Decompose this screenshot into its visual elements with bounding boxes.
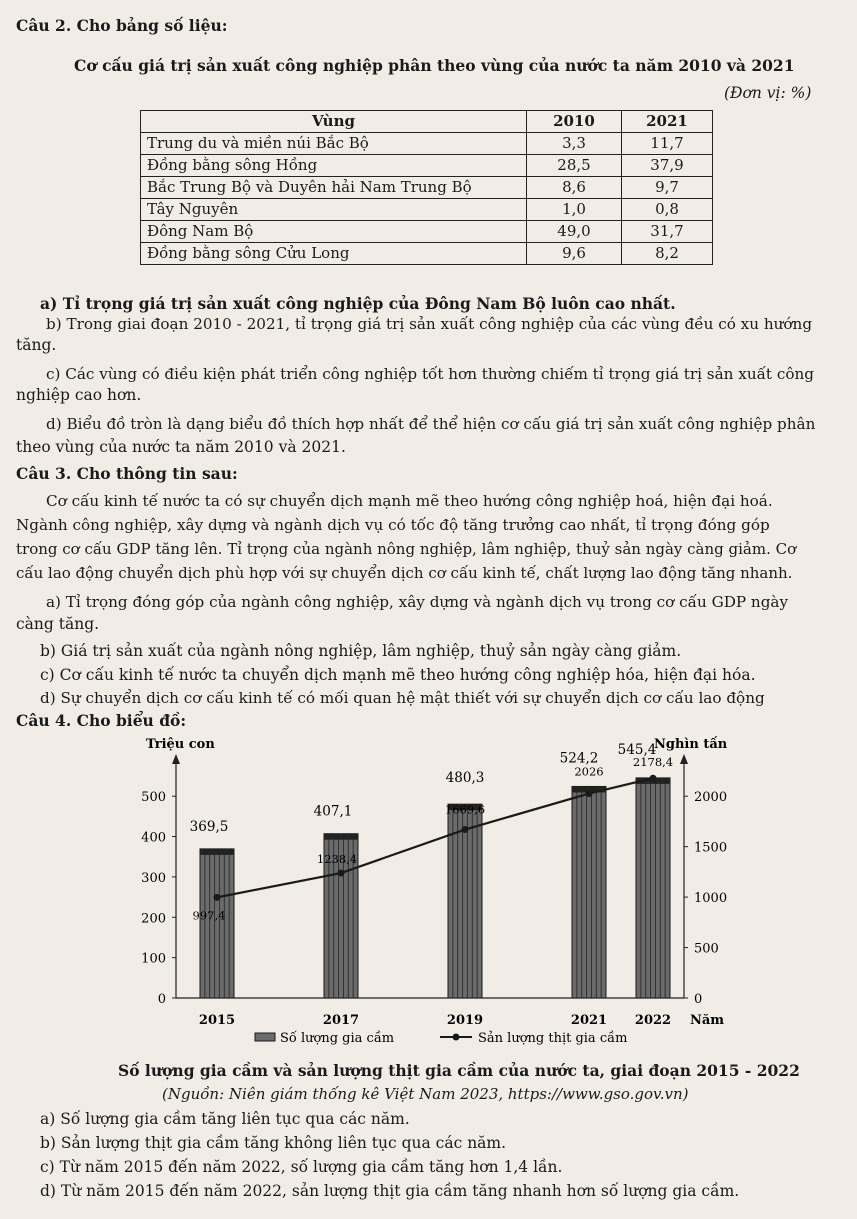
value-2021: 9,7: [622, 177, 713, 199]
x-tick-label: 2022: [634, 1013, 672, 1028]
q2-option-b-line2: tăng.: [16, 336, 57, 354]
value-2010: 28,5: [527, 155, 622, 177]
q4-chart-source: (Nguồn: Niên giám thống kê Việt Nam 2023, https://www.gso.gov.vn): [162, 1085, 689, 1103]
data-table: [140, 110, 713, 265]
header-2021: 2021: [622, 111, 713, 133]
table-header-row: [141, 111, 713, 133]
left-tick-label: 0: [157, 992, 166, 1007]
left-tick-label: 200: [141, 911, 166, 927]
line-point: [650, 775, 657, 782]
line-value-label: 2178,4: [632, 755, 674, 770]
q2-option-c-line2: nghiệp cao hơn.: [16, 386, 142, 404]
line-point: [462, 826, 469, 833]
bar-value-label: 369,5: [189, 818, 229, 835]
line-value-label: 997,4: [192, 908, 226, 923]
q2-option-b-line1: b) Trong giai đoạn 2010 - 2021, tỉ trọng giá trị sản xuất công nghiệp của các vùng đều có xu hướng: [46, 315, 813, 333]
table-row: [141, 221, 713, 243]
x-tick-label: 2017: [322, 1013, 360, 1028]
q4-option-d: d) Từ năm 2015 đến năm 2022, sản lượng thịt gia cầm tăng nhanh hơn số lượng gia cầm.: [40, 1182, 740, 1200]
value-2021: 0,8: [622, 199, 713, 221]
line-point: [586, 790, 593, 797]
table-row: [141, 133, 713, 155]
bar-value-label: 407,1: [313, 803, 353, 820]
q2-option-d-line1: d) Biểu đồ tròn là dạng biểu đồ thích hợp nhất để thể hiện cơ cấu giá trị sản xuất công nghiệp phân: [46, 415, 816, 433]
value-2021: 8,2: [622, 243, 713, 265]
x-tick-label: 2021: [570, 1013, 608, 1028]
header-region: Vùng: [141, 111, 527, 133]
line-point: [338, 870, 345, 877]
x-axis-title: Năm: [690, 1013, 725, 1028]
q3-option-c: c) Cơ cấu kinh tế nước ta chuyển dịch mạnh mẽ theo hướng công nghiệp hóa, hiện đại hóa.: [40, 666, 756, 684]
bar-cap: [200, 849, 234, 855]
table-row: [141, 177, 713, 199]
x-tick-label: 2019: [446, 1013, 484, 1028]
line-value-label: 1669,6: [444, 802, 486, 817]
region-cell: Bắc Trung Bộ và Duyên hải Nam Trung Bộ: [141, 177, 527, 199]
q2-table-title: Cơ cấu giá trị sản xuất công nghiệp phân theo vùng của nước ta năm 2010 và 2021: [74, 56, 795, 75]
value-2021: 11,7: [622, 133, 713, 155]
left-tick-label: 100: [141, 951, 166, 967]
q3-option-b: b) Giá trị sản xuất của ngành nông nghiệp, lâm nghiệp, thuỷ sản ngày càng giảm.: [40, 642, 682, 660]
q4-title: Câu 4. Cho biểu đồ:: [16, 711, 187, 730]
right-tick-label: 0: [694, 992, 703, 1007]
region-cell: Trung du và miền núi Bắc Bộ: [141, 133, 527, 155]
table-row: [141, 199, 713, 221]
left-axis-arrow: [172, 754, 180, 764]
right-axis-title: Nghìn tấn: [654, 737, 728, 752]
x-tick-label: 2015: [198, 1013, 236, 1028]
region-cell: Tây Nguyên: [141, 199, 527, 221]
legend-bar-swatch: [255, 1033, 275, 1041]
region-cell: Đông Nam Bộ: [141, 221, 527, 243]
line-value-label: 2026: [574, 764, 604, 779]
q2-option-a: a) Tỉ trọng giá trị sản xuất công nghiệp của Đông Nam Bộ luôn cao nhất.: [40, 294, 676, 313]
value-2010: 1,0: [527, 199, 622, 221]
bar-value-label: 480,3: [445, 770, 485, 787]
q3-text-line4: cấu lao động chuyển dịch phù hợp với sự chuyển dịch cơ cấu kinh tế, chất lượng lao động tăng nhanh.: [16, 564, 793, 582]
left-tick-label: 500: [141, 790, 166, 806]
q3-text-line1: Cơ cấu kinh tế nước ta có sự chuyển dịch mạnh mẽ theo hướng công nghiệp hoá, hiện đại hoá.: [46, 492, 773, 510]
table-row: [141, 243, 713, 265]
value-2010: 3,3: [527, 133, 622, 155]
left-tick-label: 400: [141, 830, 166, 846]
right-tick-label: 1000: [694, 891, 728, 907]
q3-option-a-line1: a) Tỉ trọng đóng góp của ngành công nghiệp, xây dựng và ngành dịch vụ trong cơ cấu GDP ngày: [46, 593, 789, 611]
right-tick-label: 500: [694, 941, 719, 957]
q4-chart-caption: Số lượng gia cầm và sản lượng thịt gia cầm của nước ta, giai đoạn 2015 - 2022: [118, 1061, 800, 1080]
left-axis-title: Triệu con: [146, 737, 215, 752]
q2-option-d-line2: theo vùng của nước ta năm 2010 và 2021.: [16, 438, 346, 456]
value-2010: 9,6: [527, 243, 622, 265]
q3-option-a-line2: càng tăng.: [16, 615, 100, 633]
poultry-chart: [100, 732, 760, 1052]
q2-option-c-line1: c) Các vùng có điều kiện phát triển công nghiệp tốt hơn thường chiếm tỉ trọng giá trị sản xuất công: [46, 365, 814, 383]
right-axis-arrow: [680, 754, 688, 764]
q3-text-line3: trong cơ cấu GDP tăng lên. Tỉ trọng của ngành nông nghiệp, lâm nghiệp, thuỷ sản ngày càng giảm. Cơ: [16, 540, 797, 558]
value-2010: 8,6: [527, 177, 622, 199]
legend-line-marker: [453, 1034, 460, 1041]
line-point: [214, 894, 221, 901]
q3-text-line2: Ngành công nghiệp, xây dựng và ngành dịch vụ có tốc độ tăng trưởng cao nhất, tỉ trọng đóng góp: [16, 516, 770, 534]
q3-option-d: d) Sự chuyển dịch cơ cấu kinh tế có mối quan hệ mật thiết với sự chuyển dịch cơ cấu lao động: [40, 689, 765, 707]
value-2010: 49,0: [527, 221, 622, 243]
q4-option-a: a) Số lượng gia cầm tăng liên tục qua các năm.: [40, 1110, 410, 1128]
bar-cap: [324, 834, 358, 840]
q2-unit: (Đơn vị: %): [724, 84, 812, 102]
value-2021: 37,9: [622, 155, 713, 177]
q3-title: Câu 3. Cho thông tin sau:: [16, 464, 238, 483]
left-tick-label: 300: [141, 870, 166, 886]
right-tick-label: 1500: [694, 840, 728, 856]
region-cell: Đồng bằng sông Cửu Long: [141, 243, 527, 265]
header-2010: 2010: [527, 111, 622, 133]
region-cell: Đồng bằng sông Hồng: [141, 155, 527, 177]
legend-line-label: Sản lượng thịt gia cầm: [478, 1031, 628, 1046]
legend-bar-label: Số lượng gia cầm: [280, 1031, 395, 1046]
right-tick-label: 2000: [694, 790, 728, 806]
line-value-label: 1238,4: [316, 852, 358, 867]
bar-value-label: 545,4: [617, 741, 657, 758]
table-row: [141, 155, 713, 177]
q4-option-c: c) Từ năm 2015 đến năm 2022, số lượng gia cầm tăng hơn 1,4 lần.: [40, 1158, 563, 1176]
q2-title: Câu 2. Cho bảng số liệu:: [16, 16, 228, 35]
value-2021: 31,7: [622, 221, 713, 243]
bar-value-label: 524,2: [559, 750, 599, 767]
q4-option-b: b) Sản lượng thịt gia cầm tăng không liên tục qua các năm.: [40, 1134, 507, 1152]
